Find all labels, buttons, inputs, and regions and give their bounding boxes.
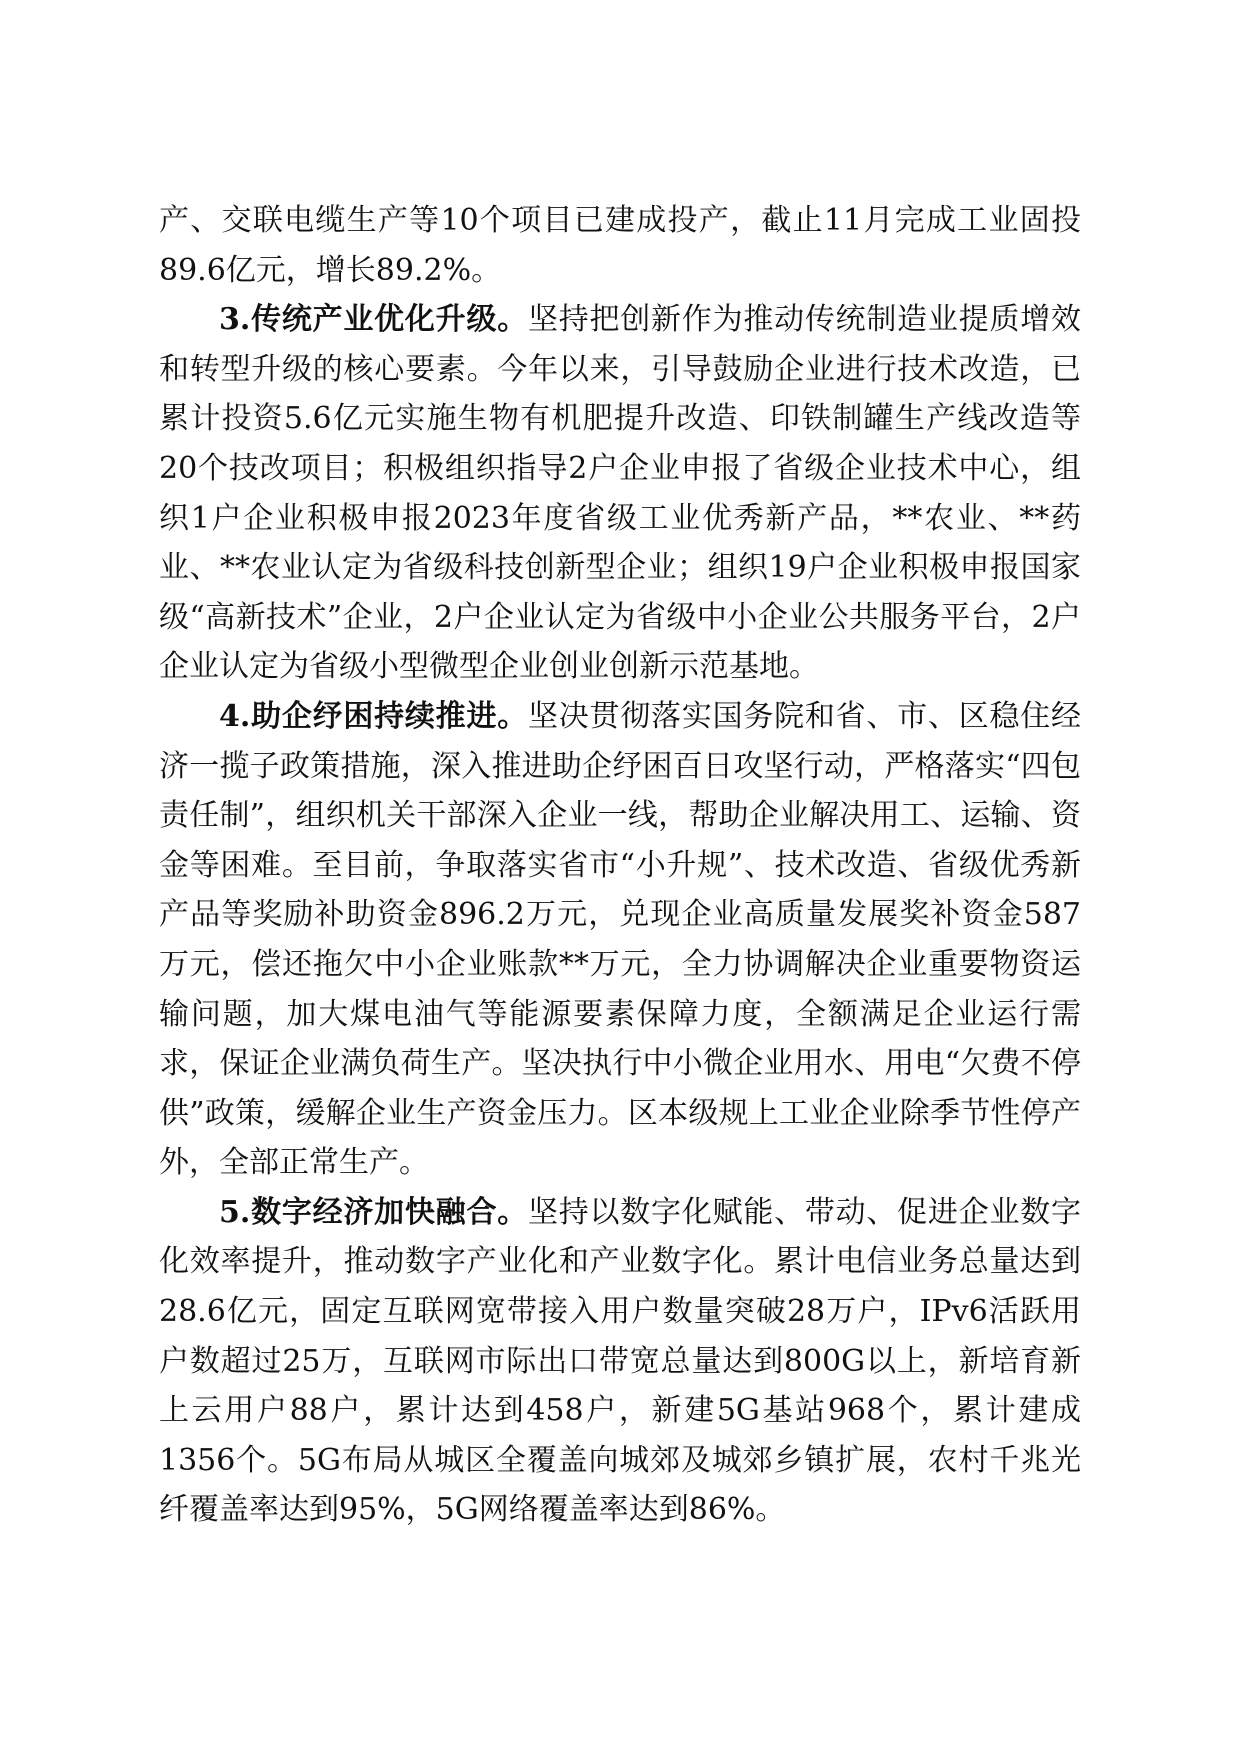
paragraph-continuation xyxy=(159,196,1081,295)
paragraph-body: 产、交联电缆生产等10个项目已建成投产，截止11月完成工业固投89.6亿元，增长89.2%。 xyxy=(159,203,1081,288)
section-heading-5: 5.数字经济加快融合。 xyxy=(219,1194,528,1230)
paragraph-body: 坚持把创新作为推动传统制造业提质增效和转型升级的核心要素。今年以来，引导鼓励企业进行技术改造，已累计投资5.6亿元实施生物有机肥提升改造、印铁制罐生产线改造等20个技改项目；积极组织指导2户企业申报了省级企业技术中心，组织1户企业积极申报2023年度省级工业优秀新产品，**农业、**药业、**农业认定为省级科技创新型企业；组织19户企业积极申报国家级“高新技术”企业，2户企业认定为省级中小企业公共服务平台，2户企业认定为省级小型微型企业创业创新示范基地。 xyxy=(159,302,1081,685)
paragraph-enterprise-relief xyxy=(159,692,1081,1188)
paragraph-traditional-industry xyxy=(159,295,1081,692)
section-heading-4: 4.助企纾困持续推进。 xyxy=(219,698,528,734)
paragraph-body: 坚决贯彻落实国务院和省、市、区稳住经济一揽子政策措施，深入推进助企纾困百日攻坚行动，严格落实“四包责任制”，组织机关干部深入企业一线，帮助企业解决用工、运输、资金等困难。至目前，争取落实省市“小升规”、技术改造、省级优秀新产品等奖励补助资金896.2万元，兑现企业高质量发展奖补资金587万元，偿还拖欠中小企业账款**万元，全力协调解决企业重要物资运输问题，加大煤电油气等能源要素保障力度，全额满足企业运行需求，保证企业满负荷生产。坚决执行中小微企业用水、用电“欠费不停供”政策，缓解企业生产资金压力。区本级规上工业企业除季节性停产外，全部正常生产。 xyxy=(159,698,1081,1181)
section-heading-3: 3.传统产业优化升级。 xyxy=(219,302,528,338)
paragraph-digital-economy xyxy=(159,1188,1081,1535)
paragraph-body: 坚持以数字化赋能、带动、促进企业数字化效率提升，推动数字产业化和产业数字化。累计电信业务总量达到28.6亿元，固定互联网宽带接入用户数量突破28万户，IPv6活跃用户数超过25万，互联网市际出口带宽总量达到800G以上，新培育新上云用户88户，累计达到458户，新建5G基站968个，累计建成1356个。5G布局从城区全覆盖向城郊及城郊乡镇扩展，农村千兆光纤覆盖率达到95%，5G网络覆盖率达到86%。 xyxy=(159,1194,1081,1528)
document-body xyxy=(159,196,1081,1535)
